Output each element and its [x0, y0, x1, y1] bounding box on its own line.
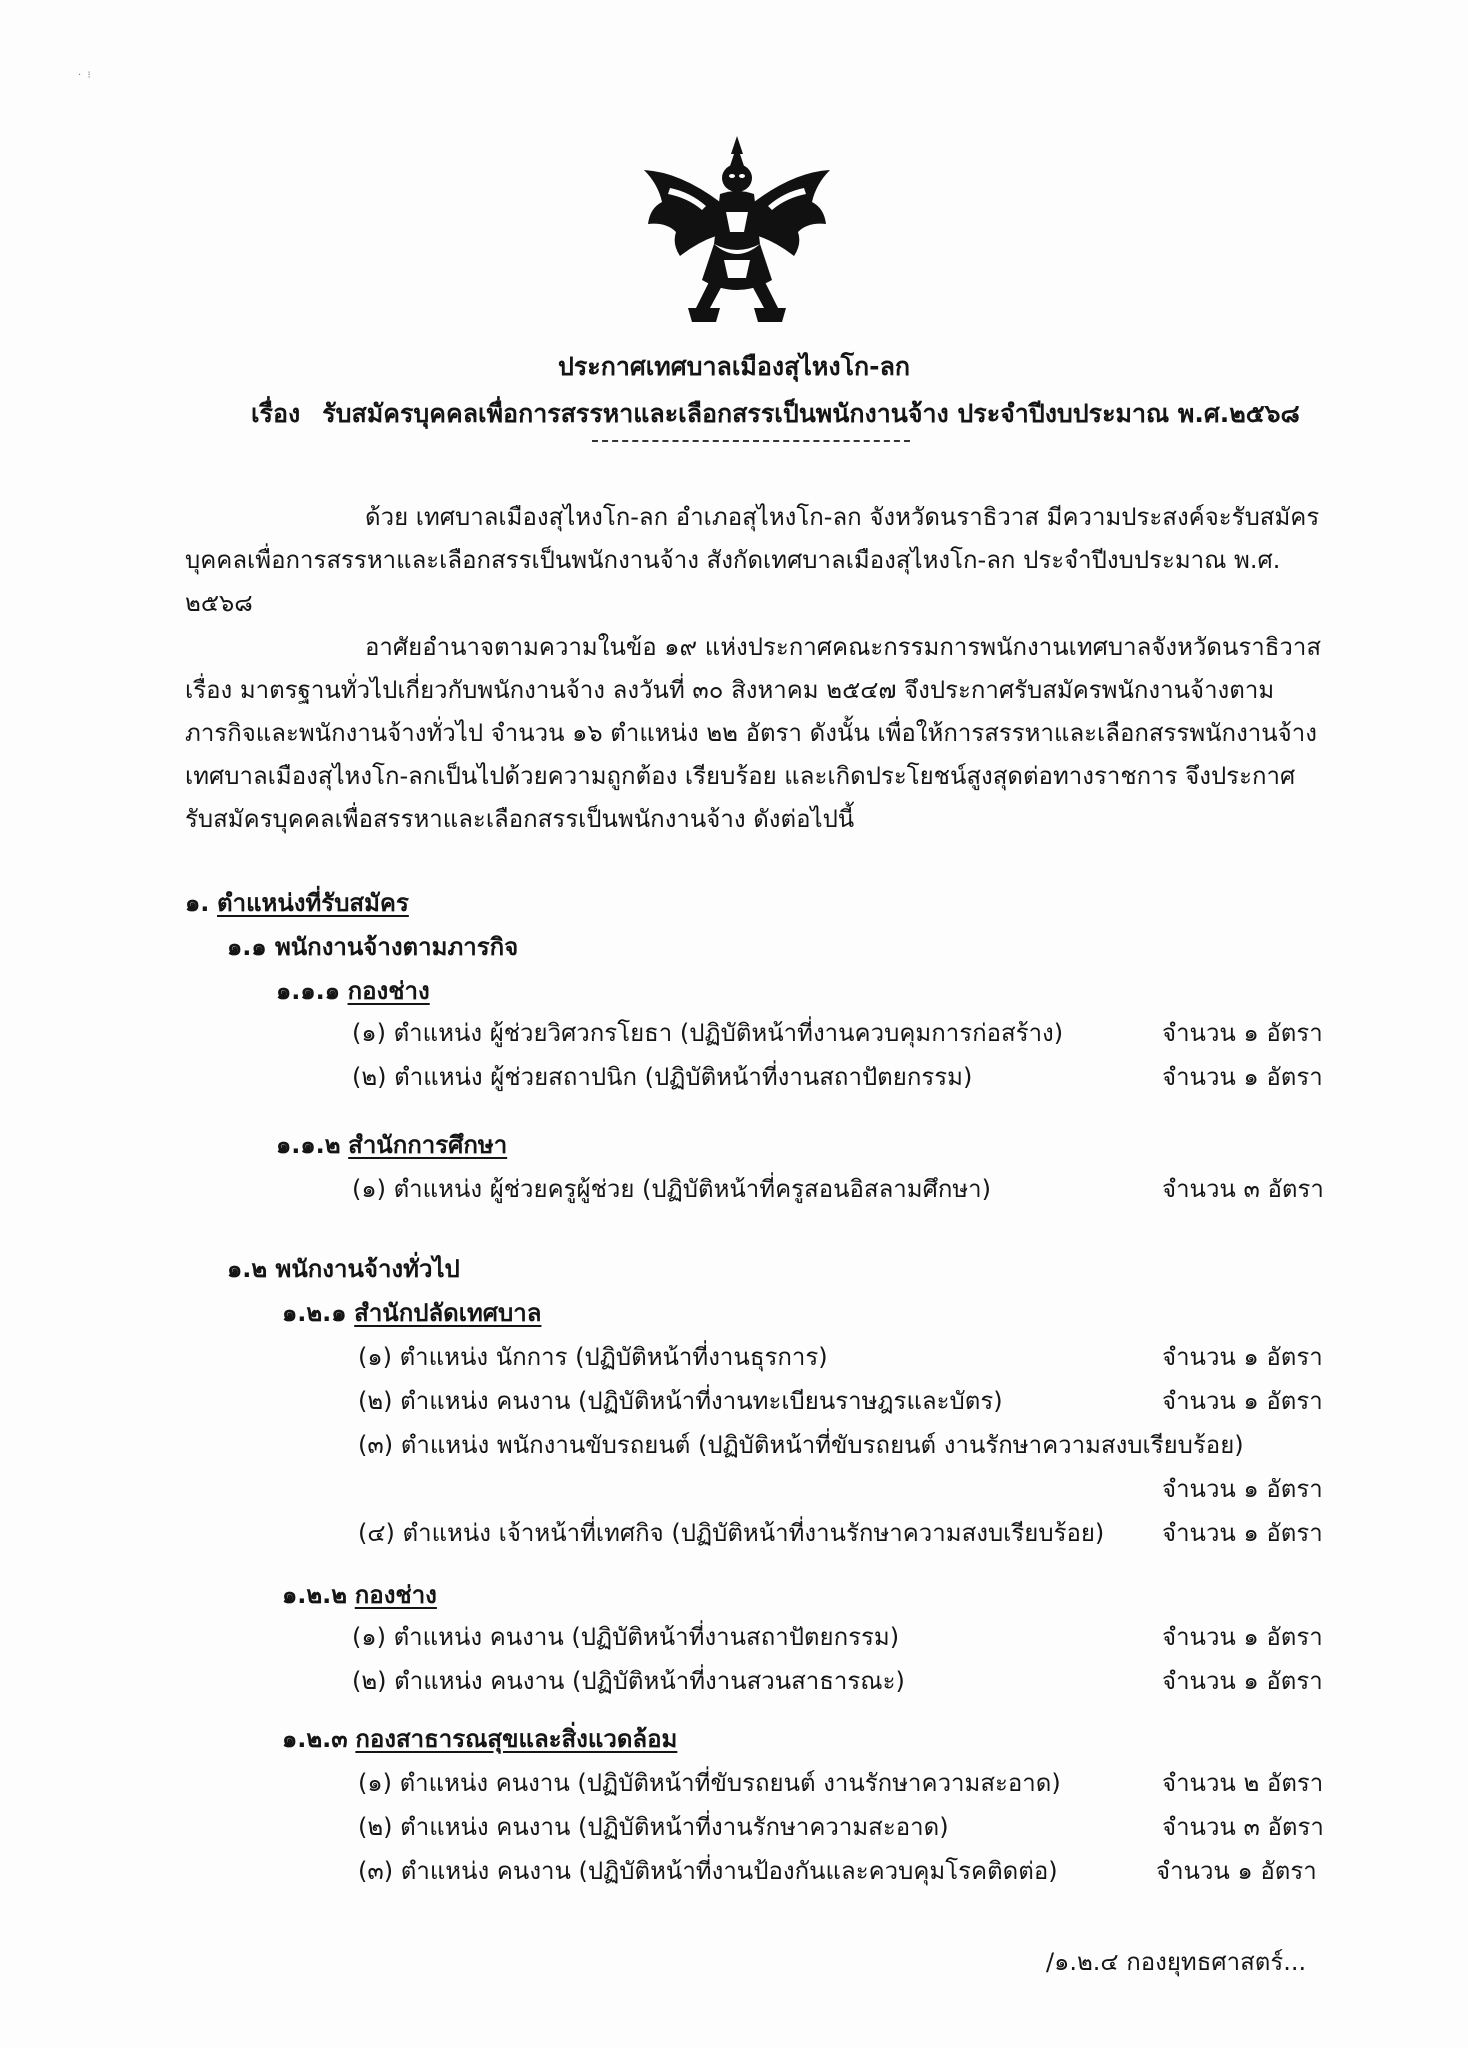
list-item-quantity: จำนวน ๑ อัตรา [1162, 1387, 1323, 1415]
sub1-heading: ๑.๑ พนักงานจ้างตามภารกิจ [227, 933, 519, 961]
page-continuation: /๑.๒.๔ กองยุทธศาสตร์... [1046, 1948, 1307, 1976]
sub2-div2-heading [282, 1575, 437, 1614]
list-item: (๒) ตำแหน่ง คนงาน (ปฏิบัติหน้าที่งานทะเบียนราษฎรและบัตร) [358, 1387, 1003, 1415]
subject-label: เรื่อง [251, 399, 301, 428]
sub2-div3-heading [282, 1719, 677, 1758]
div-name: สำนักปลัดเทศบาล [354, 1299, 542, 1327]
div-number: ๑.๒.๓ [282, 1725, 348, 1753]
list-item-quantity: จำนวน ๑ อัตรา [1162, 1519, 1323, 1547]
list-item-quantity: จำนวน ๓ อัตรา [1162, 1175, 1324, 1203]
sub2-div1-heading [282, 1293, 541, 1332]
list-item: (๒) ตำแหน่ง ผู้ช่วยสถาปนิก (ปฏิบัติหน้าที่งานสถาปัตยกรรม) [352, 1063, 973, 1091]
announcement-subject [251, 394, 1300, 434]
div-name: กองสาธารณสุขและสิ่งแวดล้อม [355, 1725, 678, 1753]
list-item-quantity: จำนวน ๑ อัตรา [1162, 1475, 1323, 1503]
sub1-div2-heading [276, 1125, 507, 1164]
list-item: (๓) ตำแหน่ง คนงาน (ปฏิบัติหน้าที่งานป้องกันและควบคุมโรคติดต่อ) [358, 1857, 1058, 1885]
list-item-quantity: จำนวน ๑ อัตรา [1162, 1019, 1323, 1047]
div-number: ๑.๑.๒ [276, 1131, 341, 1159]
section1-number: ๑. [185, 889, 210, 917]
list-item: (๑) ตำแหน่ง นักการ (ปฏิบัติหน้าที่งานธุรการ) [358, 1343, 828, 1371]
list-item-quantity: จำนวน ๑ อัตรา [1156, 1857, 1317, 1885]
div-name: กองช่าง [347, 977, 430, 1005]
subject-text: รับสมัครบุคคลเพื่อการสรรหาและเลือกสรรเป็นพนักงานจ้าง ประจำปีงบประมาณ พ.ศ.๒๕๖๘ [322, 399, 1300, 428]
title-divider [592, 440, 910, 442]
sub2-heading: ๑.๒ พนักงานจ้างทั่วไป [227, 1255, 460, 1283]
div-number: ๑.๑.๑ [276, 977, 340, 1005]
list-item-quantity: จำนวน ๑ อัตรา [1162, 1623, 1323, 1651]
section1-title: ตำแหน่งที่รับสมัคร [217, 889, 409, 917]
list-item-quantity: จำนวน ๑ อัตรา [1162, 1343, 1323, 1371]
scan-specks: · ⁝ [78, 70, 91, 81]
list-item: (๑) ตำแหน่ง คนงาน (ปฏิบัติหน้าที่ขับรถยนต์ งานรักษาความสะอาด) [358, 1769, 1061, 1797]
list-item: (๑) ตำแหน่ง คนงาน (ปฏิบัติหน้าที่งานสถาปัตยกรรม) [352, 1623, 900, 1651]
sub1-div1-heading [276, 971, 430, 1010]
list-item-quantity: จำนวน ๒ อัตรา [1162, 1769, 1324, 1797]
div-name: สำนักการศึกษา [348, 1131, 508, 1159]
list-item: (๒) ตำแหน่ง คนงาน (ปฏิบัติหน้าที่งานรักษาความสะอาด) [358, 1813, 949, 1841]
div-name: กองช่าง [354, 1581, 437, 1609]
list-item: (๑) ตำแหน่ง ผู้ช่วยวิศวกรโยธา (ปฏิบัติหน้าที่งานควบคุมการก่อสร้าง) [352, 1019, 1064, 1047]
announcement-title: ประกาศเทศบาลเมืองสุไหงโก-ลก [557, 352, 911, 381]
list-item: (๒) ตำแหน่ง คนงาน (ปฏิบัติหน้าที่งานสวนสาธารณะ) [352, 1667, 905, 1695]
list-item-quantity: จำนวน ๓ อัตรา [1162, 1813, 1324, 1841]
div-number: ๑.๒.๒ [282, 1581, 348, 1609]
section1-heading [185, 883, 409, 922]
list-item: (๑) ตำแหน่ง ผู้ช่วยครูผู้ช่วย (ปฏิบัติหน้าที่ครูสอนอิสลามศึกษา) [352, 1175, 992, 1203]
paragraph-intro: ด้วย เทศบาลเมืองสุไหงโก-ลก อำเภอสุไหงโก-ลก จังหวัดนราธิวาส มีความประสงค์จะรับสมัคร บุคคลเพื่อการสรรหาและเลือกสรรเป็นพนักงานจ้าง สังกัดเทศบาลเมืองสุไหงโก-ลก ประจำปีงบประมาณ พ.ศ. ๒๕๖๘ [185, 503, 1320, 617]
garuda-emblem-icon [640, 132, 834, 328]
list-item-quantity: จำนวน ๑ อัตรา [1162, 1063, 1323, 1091]
div-number: ๑.๒.๑ [282, 1299, 347, 1327]
list-item: (๔) ตำแหน่ง เจ้าหน้าที่เทศกิจ (ปฏิบัติหน้าที่งานรักษาความสงบเรียบร้อย) [358, 1519, 1105, 1547]
paragraph-authority: อาศัยอำนาจตามความในข้อ ๑๙ แห่งประกาศคณะกรรมการพนักงานเทศบาลจังหวัดนราธิวาส เรื่อง มาตรฐานทั่วไปเกี่ยวกับพนักงานจ้าง ลงวันที่ ๓๐ สิงหาคม ๒๕๔๗ จึงประกาศรับสมัครพนักงานจ้างตาม ภารกิจและพนักงานจ้างทั่วไป จำนวน ๑๖ ตำแหน่ง ๒๒ อัตรา ดังนั้น เพื่อให้การสรรหาและเลือกสรรพนักงานจ้าง เทศบาลเมืองสุไหงโก-ลกเป็นไปด้วยความถูกต้อง เรียบร้อย และเกิดประโยชน์สูงสุดต่อทางราชการ จึงประกาศ รับสมัครบุคคลเพื่อสรรหาและเลือกสรรเป็นพนักงานจ้าง ดังต่อไปนี้ [185, 633, 1321, 833]
list-item: (๓) ตำแหน่ง พนักงานขับรถยนต์ (ปฏิบัติหน้าที่ขับรถยนต์ งานรักษาความสงบเรียบร้อย) [358, 1431, 1244, 1459]
list-item-quantity: จำนวน ๑ อัตรา [1162, 1667, 1323, 1695]
